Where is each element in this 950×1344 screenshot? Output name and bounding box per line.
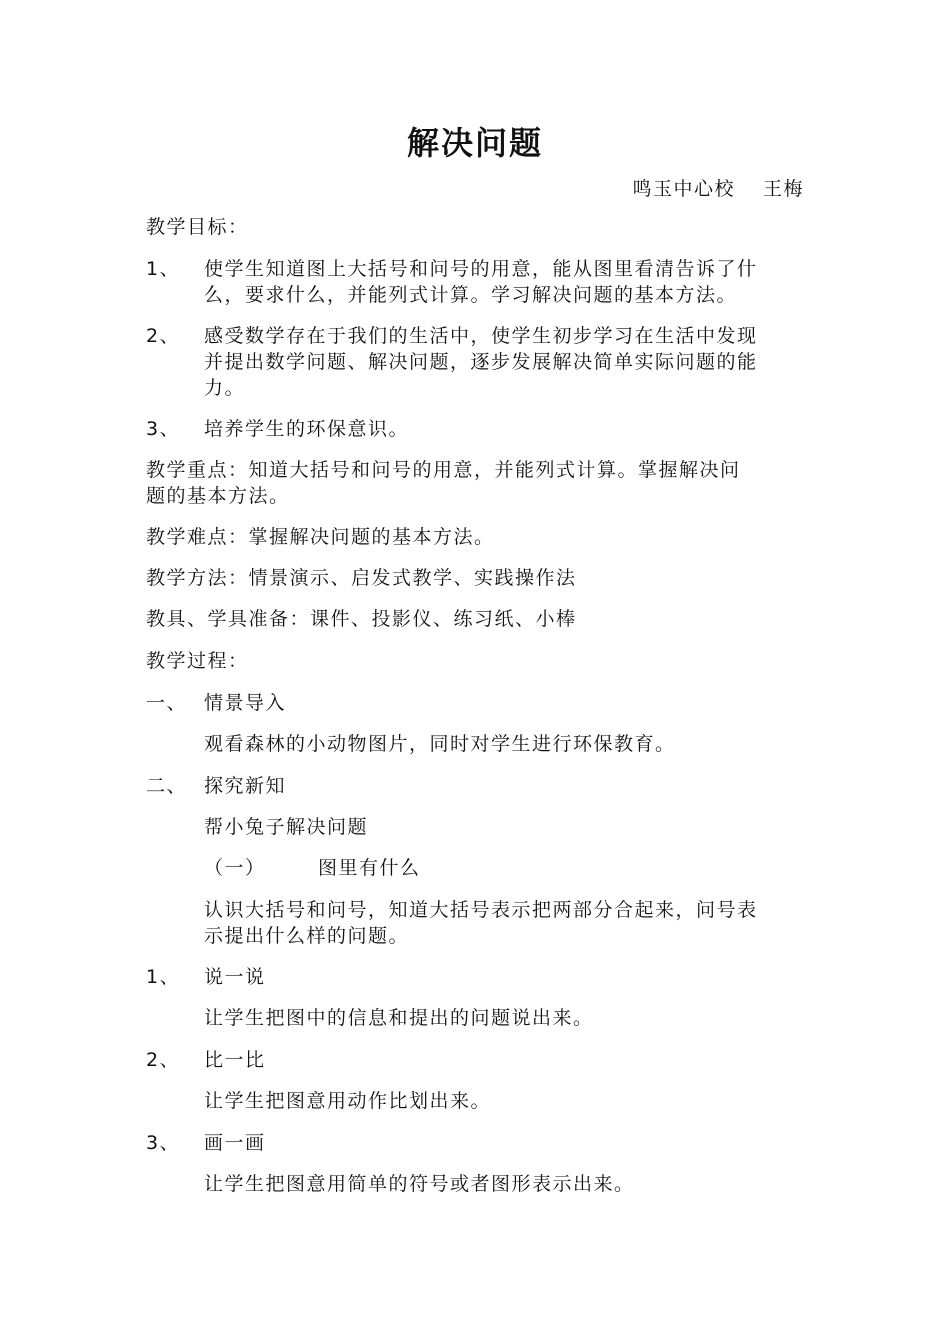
objective-2-number: 2、 [146, 325, 181, 347]
step-1-title: 说一说 [204, 966, 266, 988]
objective-1-number: 1、 [146, 258, 181, 280]
key-points-line-2: 题的基本方法。 [146, 485, 290, 507]
subsection-1-number: （一） [204, 857, 266, 879]
section-2-title: 探究新知 [204, 775, 287, 797]
objectives-heading: 教学目标： [146, 216, 249, 238]
step-3-text: 让学生把图意用简单的符号或者图形表示出来。 [204, 1173, 635, 1195]
section-1-text: 观看森林的小动物图片，同时对学生进行环保教育。 [204, 733, 676, 755]
step-2-title: 比一比 [204, 1049, 266, 1071]
subsection-1-title: 图里有什么 [318, 857, 421, 879]
subsection-1-text-line-1: 认识大括号和问号，知道大括号表示把两部分合起来，问号表 [204, 899, 758, 921]
author-line: 鸣玉中心校 王梅 [632, 178, 804, 200]
objective-2-line-2: 并提出数学问题、解决问题，逐步发展解决简单实际问题的能 [204, 351, 758, 373]
step-3-title: 画一画 [204, 1132, 266, 1154]
key-points-line-1: 教学重点：知道大括号和问号的用意，并能列式计算。掌握解决问 [146, 459, 741, 481]
step-2-number: 2、 [146, 1049, 181, 1071]
step-2-text: 让学生把图意用动作比划出来。 [204, 1090, 492, 1112]
objective-1-line-2: 么，要求什么，并能列式计算。学习解决问题的基本方法。 [204, 284, 738, 306]
section-1-title: 情景导入 [204, 692, 287, 714]
section-2-number: 二、 [146, 775, 188, 797]
step-1-number: 1、 [146, 966, 181, 988]
step-1-text: 让学生把图中的信息和提出的问题说出来。 [204, 1007, 594, 1029]
subsection-1-text-line-2: 示提出什么样的问题。 [204, 925, 410, 947]
process-heading: 教学过程： [146, 650, 249, 672]
objective-3-number: 3、 [146, 418, 181, 440]
objective-3-line-1: 培养学生的环保意识。 [204, 418, 410, 440]
objective-2-line-1: 感受数学存在于我们的生活中，使学生初步学习在生活中发现 [204, 325, 758, 347]
methods-line: 教学方法：情景演示、启发式教学、实践操作法 [146, 567, 577, 589]
document-title: 解决问题 [406, 124, 543, 162]
objective-1-line-1: 使学生知道图上大括号和问号的用意，能从图里看清告诉了什 [204, 258, 758, 280]
step-3-number: 3、 [146, 1132, 181, 1154]
tools-line: 教具、学具准备：课件、投影仪、练习纸、小棒 [146, 608, 577, 630]
difficulty-line: 教学难点：掌握解决问题的基本方法。 [146, 526, 495, 548]
objective-2-line-3: 力。 [204, 377, 246, 399]
section-1-number: 一、 [146, 692, 188, 714]
section-2-text: 帮小兔子解决问题 [204, 816, 369, 838]
